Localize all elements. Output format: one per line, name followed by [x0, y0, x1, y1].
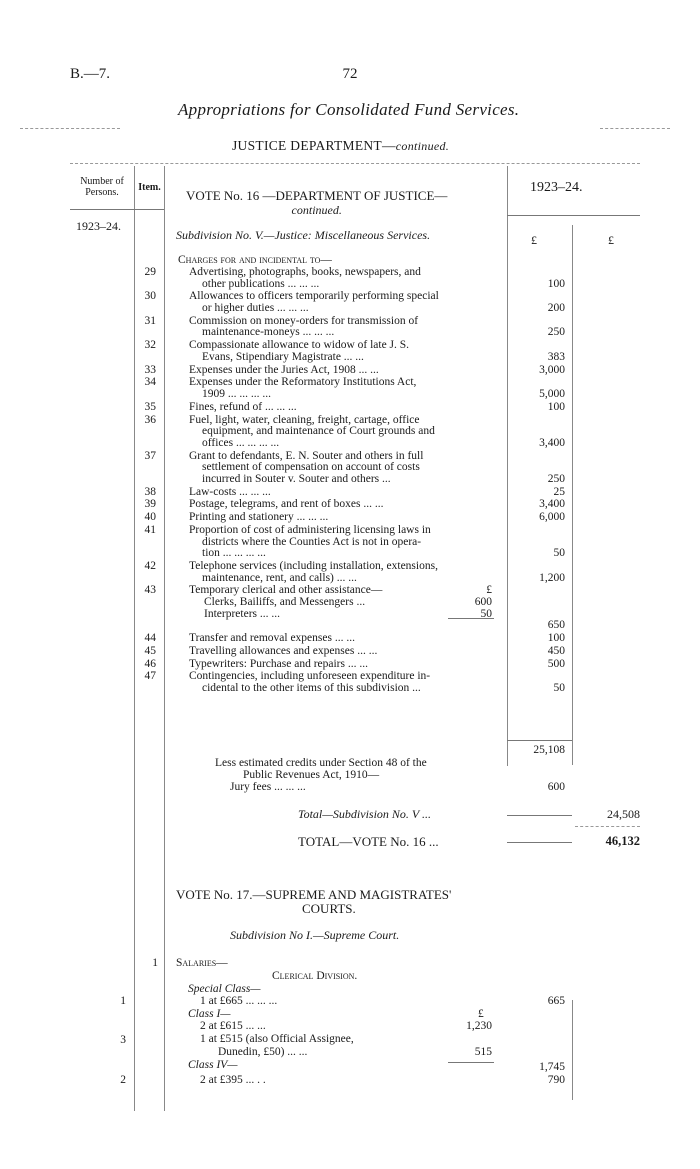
item-amount: 3,400 — [539, 436, 565, 449]
item-number: 47 — [144, 670, 156, 683]
vote-17-item: 1 — [152, 957, 158, 969]
item-number: 40 — [144, 511, 156, 524]
item-row — [0, 290, 700, 302]
item-description: Compassionate allowance to widow of late J. S. — [189, 339, 410, 352]
item-description: Contingencies, including unforeseen expenditure in- — [189, 670, 431, 683]
pound-inner: £ — [478, 1008, 484, 1020]
item-amount: 50 — [553, 547, 565, 560]
total-subdivision-amount: 24,508 — [607, 807, 640, 821]
total-subdivision-label: Total—Subdivision No. V ... — [298, 807, 432, 821]
item-amount: 250 — [547, 472, 565, 485]
vote-17-subdivision: Subdivision No I.—Supreme Court. — [230, 928, 400, 942]
item-number: 46 — [144, 657, 156, 670]
persons-count: 2 — [120, 1074, 126, 1086]
item-row — [0, 266, 700, 278]
item-row — [0, 498, 700, 510]
total-vote-label: TOTAL—VOTE No. 16 ... — [298, 834, 439, 849]
less-line-3: Jury fees ... ... ... — [230, 781, 306, 793]
item-row — [0, 536, 700, 548]
item-row — [0, 315, 700, 327]
item-description: Fuel, light, water, cleaning, freight, cartage, office — [189, 413, 420, 426]
item-description: Travelling allowances and expenses ... ... — [189, 644, 378, 657]
item-description: Grant to defendants, E. N. Souter and others in full — [189, 449, 424, 462]
item-number: 39 — [144, 498, 156, 511]
item-number: 45 — [144, 644, 156, 657]
divider — [20, 128, 120, 129]
item-row — [0, 302, 700, 314]
vote-17-title-2: COURTS. — [302, 901, 356, 916]
item-row — [0, 670, 700, 682]
gross-total: 25,108 — [533, 744, 565, 756]
salary-line: 2 at £615 ... ... — [200, 1020, 266, 1032]
class-sum: 1,745 — [539, 1061, 565, 1073]
sum-rule — [507, 740, 572, 741]
column-rule-amount — [572, 1000, 573, 1100]
item-number: 30 — [144, 290, 156, 303]
less-amount: 600 — [547, 781, 565, 793]
item-row — [0, 401, 700, 413]
year-left-header: 1923–24. — [76, 219, 121, 233]
persons-count: 3 — [120, 1034, 126, 1046]
item-amount: 3,400 — [539, 498, 565, 511]
item-row — [0, 584, 700, 596]
charges-heading: Charges for and incidental to— — [178, 254, 332, 266]
item-amount: 25 — [553, 485, 565, 498]
item-number: 43 — [144, 584, 156, 597]
item-description: Law-costs ... ... ... — [189, 485, 271, 498]
vote-16-subdivision: Subdivision No. V.—Justice: Miscellaneous Services. — [176, 228, 431, 242]
item-row — [0, 632, 700, 644]
item-number: 32 — [144, 339, 156, 352]
salary-line: 1 at £665 ... ... ... — [200, 995, 278, 1007]
rule — [448, 1062, 494, 1063]
header-rule — [507, 215, 640, 216]
item-description: maintenance, rent, and calls) ... ... — [202, 571, 357, 584]
salary-amount: 665 — [547, 995, 565, 1007]
item-row — [0, 364, 700, 376]
header-rule — [134, 209, 164, 210]
item-number: 44 — [144, 632, 156, 644]
item-amount: 250 — [547, 326, 565, 339]
item-description: Evans, Stipendiary Magistrate ... ... — [202, 350, 364, 363]
item-number: 29 — [144, 266, 156, 278]
item-row — [0, 339, 700, 351]
item-description: Telephone services (including installation, extensions, — [189, 560, 438, 572]
item-description: maintenance-moneys ... ... ... — [202, 326, 335, 339]
item-row — [0, 560, 700, 572]
item-description: other publications ... ... ... — [202, 277, 320, 290]
item-row — [0, 619, 700, 631]
page-title: Appropriations for Consolidated Fund Services. — [178, 100, 520, 119]
item-description: Expenses under the Reformatory Institutions Act, — [189, 376, 417, 389]
item-amount: 5,000 — [539, 388, 565, 400]
item-number: 42 — [144, 560, 156, 572]
item-amount: 450 — [547, 644, 565, 657]
item-description: cidental to the other items of this subdivision ... — [202, 682, 421, 694]
item-row — [0, 388, 700, 400]
item-description: equipment, and maintenance of Court grounds and — [202, 425, 435, 438]
item-row — [0, 326, 700, 338]
item-row — [0, 596, 700, 608]
item-number: 37 — [144, 449, 156, 462]
item-row — [0, 351, 700, 363]
pound-header: £ — [608, 233, 614, 247]
rule — [507, 842, 572, 843]
division-heading: Clerical Division. — [272, 970, 358, 982]
item-description: Proportion of cost of administering licensing laws in — [189, 524, 431, 536]
rule — [507, 815, 572, 816]
item-number: 41 — [144, 524, 156, 536]
item-row — [0, 414, 700, 426]
item-description: incurred in Souter v. Souter and others ... — [202, 472, 391, 485]
item-amount: 100 — [547, 400, 565, 413]
persons-count: 1 — [120, 995, 126, 1007]
item-number: 35 — [144, 400, 156, 413]
item-row — [0, 486, 700, 498]
item-amount: 650 — [547, 619, 565, 632]
total-vote-amount: 46,132 — [605, 834, 640, 848]
item-number: 36 — [144, 413, 156, 426]
class-1: Class I— — [188, 1008, 231, 1020]
item-description: tion ... ... ... ... — [202, 547, 266, 560]
persons-column-header: Number of Persons. — [80, 176, 124, 198]
salary-line: 1 at £515 (also Official Assignee, — [200, 1033, 354, 1045]
item-amount: 1,200 — [539, 571, 565, 584]
department-heading: JUSTICE DEPARTMENT—continued. — [232, 138, 450, 153]
item-description: Typewriters: Purchase and repairs ... ... — [189, 657, 368, 670]
item-description: Transfer and removal expenses ... ... — [189, 632, 355, 644]
item-row — [0, 461, 700, 473]
item-number: 31 — [144, 314, 156, 327]
year-column-header: 1923–24. — [530, 180, 583, 195]
item-description: settlement of compensation on account of costs — [202, 461, 420, 474]
item-description: Clerks, Bailiffs, and Messengers ... — [204, 596, 366, 608]
salary-inner: 515 — [474, 1046, 492, 1058]
inner-amount: 50 — [480, 607, 492, 620]
item-amount: 383 — [547, 350, 565, 363]
divider — [600, 128, 670, 129]
item-row — [0, 511, 700, 523]
item-amount: 50 — [553, 682, 565, 694]
item-description: Commission on money-orders for transmission of — [189, 314, 419, 327]
item-description: Interpreters ... ... — [204, 607, 280, 620]
less-line-2: Public Revenues Act, 1910— — [243, 769, 380, 781]
salary-line: 2 at £395 ... . . — [200, 1074, 266, 1086]
item-row — [0, 376, 700, 388]
item-row — [0, 608, 700, 620]
item-row — [0, 524, 700, 536]
item-description: Printing and stationery ... ... ... — [189, 511, 329, 524]
item-amount: 6,000 — [539, 511, 565, 524]
header-rule — [70, 209, 134, 210]
item-description: Temporary clerical and other assistance— — [189, 584, 383, 597]
item-row — [0, 645, 700, 657]
item-description: Expenses under the Juries Act, 1908 ... ... — [189, 363, 379, 376]
item-description: Fines, refund of ... ... ... — [189, 400, 297, 413]
item-description: districts where the Counties Act is not in opera- — [202, 535, 422, 548]
item-row — [0, 473, 700, 485]
item-row — [0, 547, 700, 559]
rule — [575, 826, 640, 827]
less-line-1: Less estimated credits under Section 48 of the — [215, 757, 427, 769]
item-amount: 100 — [547, 277, 565, 290]
page-number: 72 — [342, 66, 358, 82]
rule — [448, 618, 494, 619]
item-row — [0, 437, 700, 449]
salary-line: Dunedin, £50) ... ... — [218, 1046, 308, 1058]
vote-16-title: VOTE No. 16 —DEPARTMENT OF JUSTICE— continued. — [186, 188, 448, 217]
salary-inner: 1,230 — [466, 1020, 492, 1032]
item-amount: 100 — [547, 632, 565, 644]
item-description: Allowances to officers temporarily performing special — [189, 290, 439, 303]
class-4: Class IV— — [188, 1059, 238, 1071]
item-amount: 500 — [547, 657, 565, 670]
item-row — [0, 572, 700, 584]
item-column-header: Item. — [138, 182, 161, 193]
inner-amount: 600 — [474, 596, 492, 608]
salaries-heading: Salaries— — [176, 957, 228, 969]
item-row — [0, 658, 700, 670]
header-top-rule — [70, 163, 640, 164]
salary-amount: 790 — [547, 1074, 565, 1086]
item-amount: 200 — [547, 302, 565, 314]
vote-17-title: VOTE No. 17.—SUPREME AND MAGISTRATES' — [176, 887, 452, 902]
item-description: or higher duties ... ... ... — [202, 302, 309, 314]
item-description: 1909 ... ... ... ... — [202, 388, 271, 400]
item-description: offices ... ... ... ... — [202, 436, 280, 449]
item-number: 33 — [144, 363, 156, 376]
item-description: Advertising, photographs, books, newspapers, and — [189, 266, 421, 278]
inner-pound: £ — [486, 584, 492, 597]
page-reference: B.—7. — [70, 66, 111, 82]
item-description: Postage, telegrams, and rent of boxes ... ... — [189, 498, 384, 511]
item-row — [0, 425, 700, 437]
item-row — [0, 682, 700, 694]
item-number: 34 — [144, 376, 156, 389]
item-amount: 3,000 — [539, 363, 565, 376]
item-number: 38 — [144, 485, 156, 498]
item-row — [0, 278, 700, 290]
pound-header: £ — [531, 233, 537, 247]
special-class: Special Class— — [188, 983, 261, 995]
item-row — [0, 450, 700, 462]
